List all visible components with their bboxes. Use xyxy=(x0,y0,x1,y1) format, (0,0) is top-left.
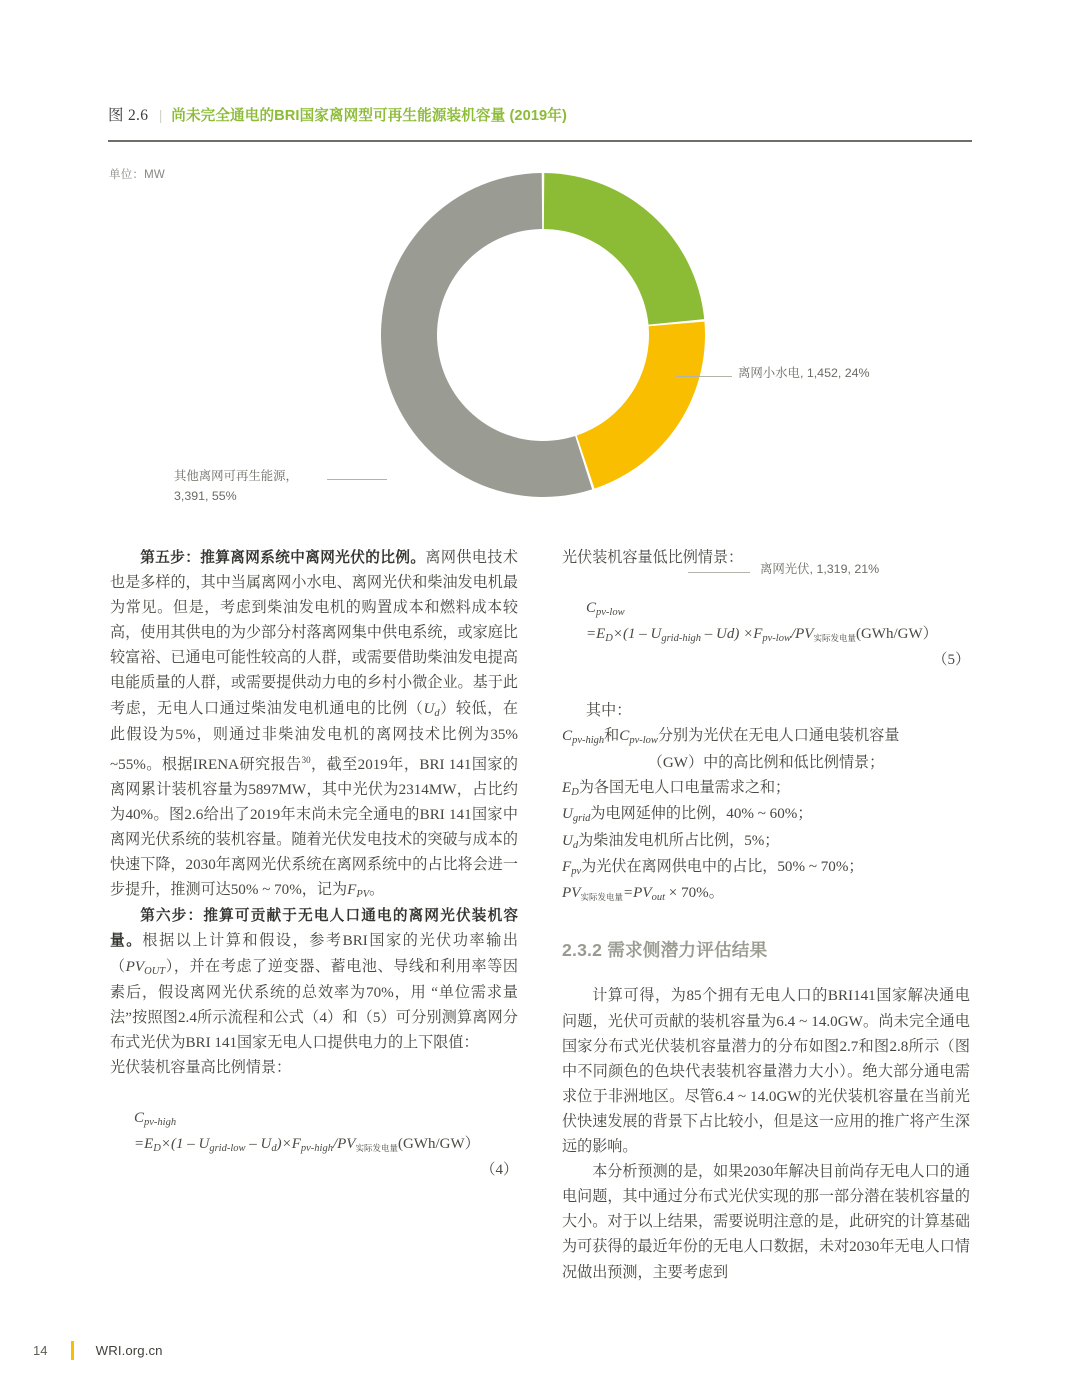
formula-5-rhs xyxy=(586,622,970,648)
def-cpv-high-sub: pv-high xyxy=(572,735,605,747)
var-ud-sub: d xyxy=(434,707,440,719)
def-ud-text: 为柴油发电机所占比例，5%； xyxy=(578,832,780,849)
page-footer xyxy=(33,1341,163,1360)
donut-chart-svg xyxy=(378,170,708,500)
donut-slice xyxy=(544,173,704,325)
formula-4 xyxy=(134,1106,518,1183)
formula-4-mid-1: ×(1 – U xyxy=(160,1136,210,1152)
step-six-lead: 第六步：推算可贡献于无电人口通电的离网光伏装机容量。 xyxy=(110,908,518,950)
step-five-body-1: 离网供电技术也是多样的，其中当属离网小水电、离网光伏和柴油发电机最为常见。但是，考虑到柴油发电机的购置成本和燃料成本较高，使用其供电的为少部分村落离网集中供电系统，或家庭比较富裕、已通电可能性较高的人群，或需要借助柴油发电提高电能质量的人群，或需要提供动力电的乡村小微企业。基于此考虑，无电人口通过柴油发电机通电的比例（ xyxy=(110,550,518,717)
def-fpv-sub: pv xyxy=(571,865,582,877)
formula-5-mid-2: – Ud) ×F xyxy=(701,626,763,643)
paragraph-results-1: 计算可得，为85个拥有无电人口的BRI141国家解决通电问题，光伏可贡献的装机容量为6.4 ~ 14.0GW。尚未完全通电国家分布式光伏装机容量潜力的分布如图2.7和图2.8所示（图中不同颜色的色块代表装机容量潜力大小）。绝大部分通电需求位于非洲地区。尽管6.4 ~ 14.0GW的光伏装机容量在当前光伏快速发展的背景下占比较小，但是这一应用的推广将产生深远的影响。 xyxy=(562,988,970,1156)
def-cpv-low-var: C xyxy=(619,728,630,745)
formula-5-mid-1: ×(1 – U xyxy=(612,626,662,643)
formula-5-cjk-sub: 实际发电量 xyxy=(813,633,856,644)
var-fpv-sub: PV xyxy=(356,889,370,901)
definition-pv-actual xyxy=(562,881,970,907)
def-fpv-var: F xyxy=(562,858,572,875)
formula-4-cjk-sub: 实际发电量 xyxy=(355,1143,398,1153)
step-five-lead: 第五步：推算离网系统中离网光伏的比例。 xyxy=(140,550,426,566)
where-label: 其中： xyxy=(586,703,632,720)
var-pvout: PV xyxy=(125,958,145,975)
var-pvout-sub: OUT xyxy=(144,965,166,977)
definition-ed xyxy=(562,776,970,802)
scenario-low-label: 光伏装机容量低比例情景： xyxy=(562,550,744,566)
formula-5-number: （5） xyxy=(932,652,970,669)
figure-separator: | xyxy=(159,108,163,124)
def-ugrid-sub: grid xyxy=(572,813,591,825)
paragraph-results-2: 本分析预测的是，如果2030年解决目前尚存无电人口的通电问题，其中通过分布式光伏实现的那一部分潜在装机容量的大小。对于以上结果，需要说明注意的是，此研究的计算基础为可获得的最近年份的无电人口数据，未对2030年无电人口情况做出预测，主要考虑到 xyxy=(562,1164,970,1281)
step-six-body-2: ），并在考虑了逆变器、蓄电池、导线和利用率等因素后，假设离网光伏系统的总效率为70%，用 “单位需求量法”按照图2.4所示流程和公式（4）和（5）可分别测算离网分布式光伏为BRI 141国家无电人口提供电力的上下限值： xyxy=(110,958,518,1051)
footer-divider xyxy=(71,1341,73,1360)
formula-5-lhs-var: C xyxy=(586,600,597,617)
formula-5-sub-1: D xyxy=(605,633,613,645)
def-ugrid-var: U xyxy=(562,806,573,823)
def-ed-sub: D xyxy=(571,786,579,798)
formula-4-tail: (GWh/GW） xyxy=(397,1136,480,1152)
callout-label-pv: 离网光伏, 1,319, 21% xyxy=(760,562,880,576)
formula-4-lhs xyxy=(134,1106,518,1132)
def-pv-sub2: out xyxy=(651,892,666,904)
def-pv-tail: × 70%。 xyxy=(665,885,724,902)
definition-ugrid xyxy=(562,802,970,828)
figure-header xyxy=(108,103,972,125)
figure-title: 尚未完全通电的BRI国家离网型可再生能源装机容量 (2019年) xyxy=(171,108,567,124)
donut-slice xyxy=(577,322,705,489)
step-six-body-1: 根据以上计算和假设，参考BRI国家的光伏功率输出（ xyxy=(110,933,518,975)
formula-4-sub-4: pv-high xyxy=(300,1143,333,1154)
formula-5-lhs-sub: pv-low xyxy=(596,607,625,619)
formula-5-sub-4: pv-low xyxy=(762,633,791,645)
footnote-ref-30: 30 xyxy=(301,754,311,765)
paragraph-step-five xyxy=(110,546,518,904)
def-ugrid-text: 为电网延伸的比例，40% ~ 60%； xyxy=(590,806,813,823)
def-cpv-high-var: C xyxy=(562,728,573,745)
step-five-body-end: 。 xyxy=(369,882,385,899)
formula-4-sub-3: d xyxy=(271,1143,277,1154)
def-ed-text: 为各国无电人口电量需求之和； xyxy=(578,779,791,796)
formula-5-lhs xyxy=(586,596,970,622)
var-fpv: F xyxy=(347,882,357,899)
def-fpv-text: 为光伏在离网供电中的占比，50% ~ 70%； xyxy=(581,858,864,875)
def-pv-var: PV xyxy=(562,885,581,902)
formula-5 xyxy=(586,596,970,673)
formula-4-lhs-var: C xyxy=(134,1110,145,1126)
formula-4-number: （4） xyxy=(480,1162,518,1178)
definition-ud xyxy=(562,829,970,855)
callout-label-other-line1: 其他离网可再生能源， xyxy=(174,469,298,483)
def-cpv-low-sub: pv-low xyxy=(629,735,658,747)
formula-4-sub-1: D xyxy=(153,1143,161,1154)
callout-label-other xyxy=(174,466,374,506)
body-column-right xyxy=(562,546,970,1286)
figure-number: 图 2.6 xyxy=(108,107,149,124)
step-five-body-2: ）较低，在此假设为5%，则通过非柴油发电机的离网技术比例为35% ~55%。根据IRENA研究报告 xyxy=(110,700,518,773)
formula-4-rhs-1: =E xyxy=(134,1136,154,1152)
def-cpv-conj: 和 xyxy=(604,728,620,745)
footer-site-label: WRI.org.cn xyxy=(95,1343,163,1358)
formula-4-mid-4: /PV xyxy=(332,1136,356,1152)
section-heading-232: 2.3.2 需求侧潜力评估结果 xyxy=(562,940,768,961)
formula-4-mid-3: )×F xyxy=(276,1136,301,1152)
def-pv-cjk-sub: 实际发电量 xyxy=(580,892,623,903)
definition-cpv-line2: （GW）中的高比例和低比例情景； xyxy=(647,754,885,771)
def-pv-eq: =PV xyxy=(622,885,652,902)
callout-label-hydro: 离网小水电, 1,452, 24% xyxy=(738,366,870,380)
def-ud-var: U xyxy=(562,832,573,849)
leader-line-hydro xyxy=(676,376,732,377)
definition-fpv xyxy=(562,855,970,881)
page-number: 14 xyxy=(33,1343,48,1358)
definition-cpv xyxy=(562,724,970,750)
formula-4-mid-2: – U xyxy=(245,1136,272,1152)
formula-4-rhs xyxy=(134,1132,518,1158)
chart-units-label: 单位：MW xyxy=(109,169,165,181)
step-five-body-3: ，截至2019年，BRI 141国家的离网累计装机容量为5897MW，其中光伏为2314MW，占比约为40%。图2.6给出了2019年末尚未完全通电的BRI 141国家中离网光伏系统的装机容量。随着光伏发电技术的突破与成本的快速下降，2030年离网光伏系统在离网系统中的占比将会进一步提升，推测可达50% ~ 70%，记为 xyxy=(110,756,519,899)
formula-5-sub-2: grid-high xyxy=(661,633,702,645)
formula-5-tail: (GWh/GW） xyxy=(855,626,938,643)
scenario-high-label: 光伏装机容量高比例情景： xyxy=(110,1059,292,1076)
formula-4-lhs-sub: pv-high xyxy=(144,1117,177,1128)
callout-label-other-line2: 3,391, 55% xyxy=(174,489,237,503)
def-ud-sub: d xyxy=(572,839,579,851)
formula-5-rhs-1: =E xyxy=(586,626,606,643)
paragraph-step-six xyxy=(110,904,518,1056)
def-ed-var: E xyxy=(562,779,572,796)
formula-5-mid-4: /PV xyxy=(790,626,814,643)
body-column-left xyxy=(110,546,518,1183)
var-ud: U xyxy=(423,700,435,717)
def-cpv-text: 分别为光伏在无电人口通电装机容量 xyxy=(657,728,900,745)
formula-4-sub-2: grid-low xyxy=(209,1143,246,1154)
figure-divider xyxy=(108,140,972,142)
